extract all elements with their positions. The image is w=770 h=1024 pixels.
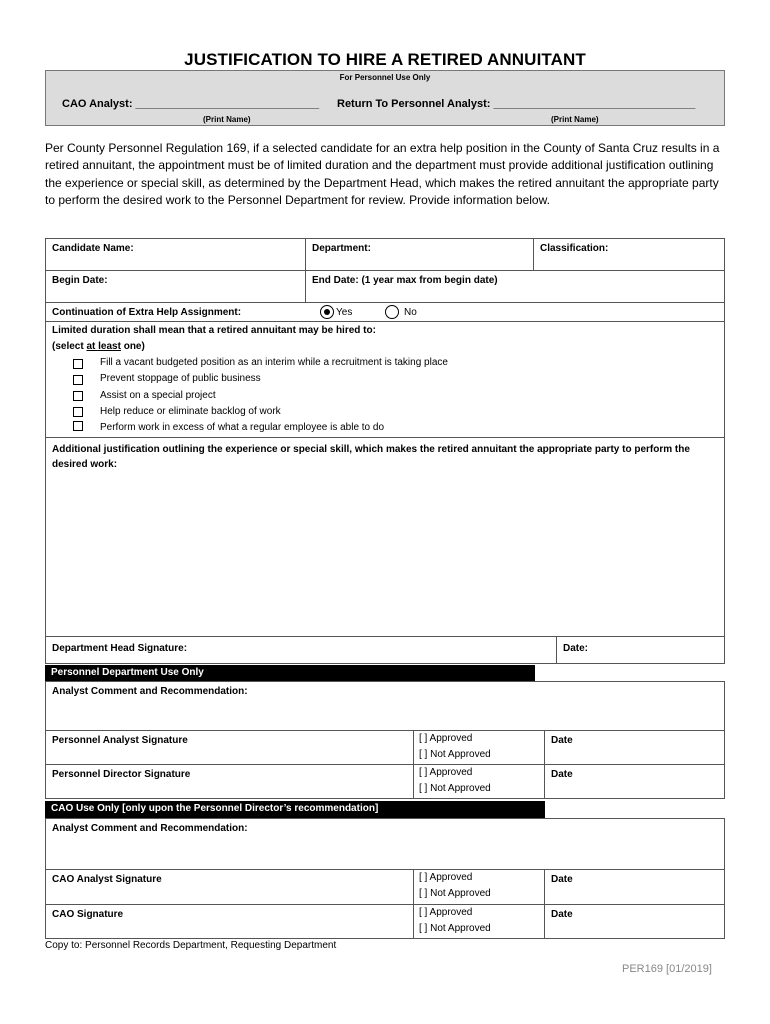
approved-option[interactable]: [ ] Approved [419, 907, 473, 918]
select-at-least: at least [86, 341, 121, 352]
department-label: Department: [312, 243, 371, 254]
radio-no-label: No [404, 307, 417, 318]
personnel-director-date-field[interactable] [544, 764, 725, 799]
cao-analyst-signature-label: CAO Analyst Signature [52, 874, 162, 885]
approved-option[interactable]: [ ] Approved [419, 733, 473, 744]
option-checkbox[interactable] [73, 375, 83, 385]
option-checkbox[interactable] [73, 407, 83, 417]
personnel-analyst-signature-field[interactable] [45, 730, 414, 765]
not-approved-option[interactable]: [ ] Not Approved [419, 888, 491, 899]
intro-paragraph: Per County Personnel Regulation 169, if a selected candidate for an extra help position in the County of Santa Cruz results in a retired annuitant, the appointment must be of limited duration and the department must provide additional justification outlining the experience or special skill, as determined by the Department Head, which makes the retired annuitant the appropriate party to perform the desired work to the Personnel Department for review. Provide information below. [45, 141, 720, 207]
date-label: Date [551, 909, 573, 920]
cao-date-field[interactable] [544, 904, 725, 939]
print-name-right: (Print Name) [551, 115, 599, 124]
not-approved-option[interactable]: [ ] Not Approved [419, 923, 491, 934]
option-checkbox[interactable] [73, 391, 83, 401]
return-to-analyst-field[interactable]: Return To Personnel Analyst: _________________________________ [337, 98, 696, 110]
select-suffix: one) [120, 341, 145, 352]
option-checkbox[interactable] [73, 421, 83, 431]
option-label: Help reduce or eliminate backlog of work [100, 406, 281, 417]
personnel-director-signature-label: Personnel Director Signature [52, 769, 191, 780]
for-personnel-label: For Personnel Use Only [339, 73, 431, 82]
cao-comment-label: Analyst Comment and Recommendation: [52, 823, 248, 834]
end-date-field[interactable] [305, 270, 725, 303]
radio-yes-label: Yes [336, 307, 353, 318]
dept-head-date-field[interactable] [556, 636, 725, 664]
continuation-label: Continuation of Extra Help Assignment: [52, 307, 242, 318]
personnel-comment-field[interactable] [45, 681, 725, 731]
date-label: Date [551, 735, 573, 746]
cao-signature-label: CAO Signature [52, 909, 124, 920]
dept-head-date-label: Date: [563, 643, 589, 654]
candidate-name-label: Candidate Name: [52, 243, 134, 254]
limited-duration-section [45, 302, 725, 438]
cao-signature-field[interactable] [45, 904, 414, 939]
classification-field[interactable] [533, 238, 725, 271]
option-label: Prevent stoppage of public business [100, 373, 261, 384]
form-number: PER169 [01/2019] [622, 963, 712, 975]
option-checkbox[interactable] [73, 359, 83, 369]
select-instruction [52, 341, 145, 352]
cao-analyst-field[interactable]: CAO Analyst: ______________________________ [62, 98, 320, 110]
cao-use-bar: CAO Use Only [only upon the Personnel Director’s recommendation] [45, 801, 545, 818]
personnel-analyst-signature-label: Personnel Analyst Signature [52, 735, 188, 746]
personnel-director-signature-field[interactable] [45, 764, 414, 799]
option-label: Assist on a special project [100, 390, 216, 401]
cao-comment-field[interactable] [45, 818, 725, 870]
select-prefix: (select [52, 341, 87, 352]
personnel-comment-label: Analyst Comment and Recommendation: [52, 686, 248, 697]
dept-head-signature-field[interactable] [45, 636, 557, 664]
candidate-name-field[interactable] [45, 238, 306, 271]
begin-date-field[interactable] [45, 270, 306, 303]
form-title: JUSTIFICATION TO HIRE A RETIRED ANNUITANT [184, 50, 586, 69]
not-approved-option[interactable]: [ ] Not Approved [419, 749, 491, 760]
print-name-left: (Print Name) [203, 115, 251, 124]
classification-label: Classification: [540, 243, 609, 254]
approved-option[interactable]: [ ] Approved [419, 767, 473, 778]
begin-date-label: Begin Date: [52, 275, 108, 286]
additional-justification-label: Additional justification outlining the experience or special skill, which makes the retired annuitant the appropriate party to perform the desired work: [52, 444, 690, 470]
end-date-label: End Date: (1 year max from begin date) [312, 275, 498, 286]
cao-analyst-signature-field[interactable] [45, 869, 414, 905]
copy-to-note: Copy to: Personnel Records Department, Requesting Department [45, 940, 337, 951]
option-label: Perform work in excess of what a regular employee is able to do [100, 422, 385, 433]
radio-no[interactable] [385, 305, 399, 319]
not-approved-option[interactable]: [ ] Not Approved [419, 783, 491, 794]
additional-justification-field[interactable] [45, 437, 725, 637]
approved-option[interactable]: [ ] Approved [419, 872, 473, 883]
cao-analyst-date-field[interactable] [544, 869, 725, 905]
date-label: Date [551, 874, 573, 885]
department-field[interactable] [305, 238, 534, 271]
dept-head-signature-label: Department Head Signature: [52, 643, 188, 654]
date-label: Date [551, 769, 573, 780]
divider [45, 321, 725, 322]
option-label: Fill a vacant budgeted position as an interim while a recruitment is taking place [100, 357, 448, 368]
radio-yes[interactable] [320, 305, 334, 319]
personnel-use-bar: Personnel Department Use Only [45, 665, 535, 681]
personnel-analyst-date-field[interactable] [544, 730, 725, 765]
limited-duration-label: Limited duration shall mean that a retired annuitant may be hired to: [52, 325, 376, 336]
